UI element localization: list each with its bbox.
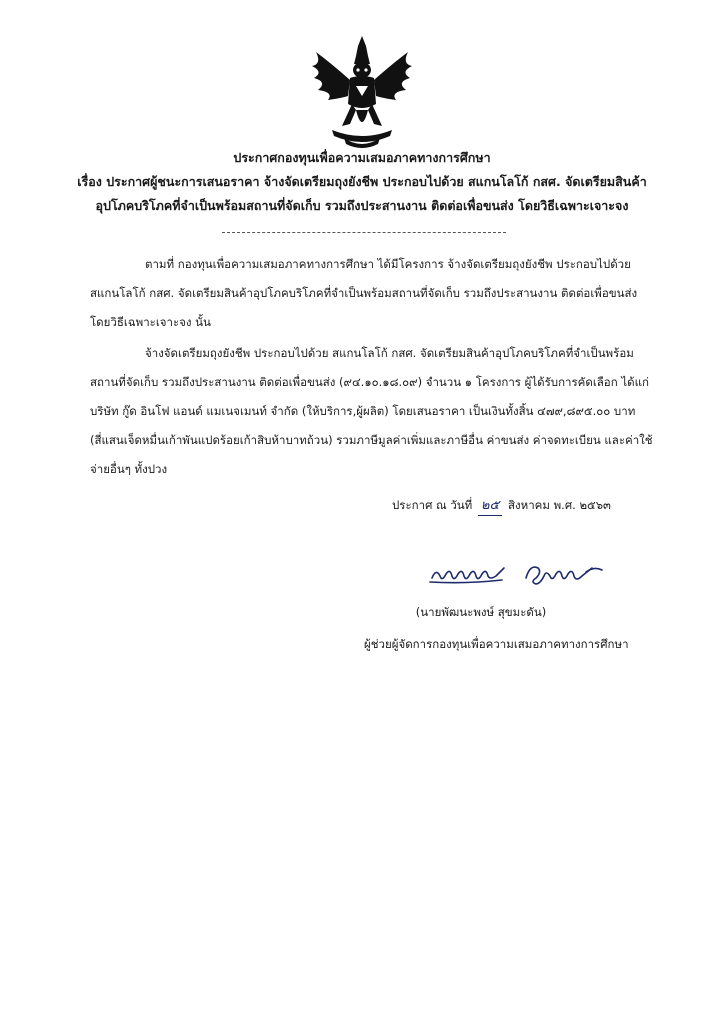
announcement-date [392,494,611,516]
subject-line-2: อุปโภคบริโภคที่จำเป็นพร้อมสถานที่จัดเก็บ รวมถึงประสานงาน ติดต่อเพื่อขนส่ง โดยวิธีเฉพาะเจาะจง [95,198,629,213]
header-divider [222,232,506,233]
announcement-prefix: ประกาศ ณ วันที่ [392,498,473,512]
subject-line-1: เรื่อง ประกาศผู้ชนะการเสนอราคา จ้างจัดเตรียมถุงยังชีพ ประกอบไปด้วย สแกนโลโก้ กสศ. จัดเตรียมสินค้า [77,174,647,189]
announcement-month-year: สิงหาคม พ.ศ. ๒๕๖๓ [508,498,611,512]
garuda-emblem-icon [302,34,422,152]
paragraph-1-line-2: สแกนโลโก้ กสศ. จัดเตรียมสินค้าอุปโภคบริโภคที่จำเป็นพร้อมสถานที่จัดเก็บ รวมถึงประสานงาน ติดต่อเพื่อขนส่ง [90,286,638,300]
signer-name: (นายพัฒนะพงษ์ สุขมะดัน) [415,605,547,619]
paragraph-1-line-3: โดยวิธีเฉพาะเจาะจง นั้น [90,315,211,329]
paragraph-2-line-3: บริษัท กู๊ด อินโฟ แอนด์ แมเนจเมนท์ จำกัด (ให้บริการ,ผู้ผลิต) โดยเสนอราคา เป็นเงินทั้งสิ้น ๔๗๙,๘๙๕.๐๐ บาท [90,404,636,418]
signer-title: ผู้ช่วยผู้จัดการกองทุนเพื่อความเสมอภาคทางการศึกษา [364,637,629,651]
paragraph-1-line-1: ตามที่ กองทุนเพื่อความเสมอภาคทางการศึกษา ได้มีโครงการ จ้างจัดเตรียมถุงยังชีพ ประกอบไปด้วย [145,257,631,271]
paragraph-2-line-5: จ่ายอื่นๆ ทั้งปวง [90,462,168,476]
paragraph-2-line-1: จ้างจัดเตรียมถุงยังชีพ ประกอบไปด้วย สแกนโลโก้ กสศ. จัดเตรียมสินค้าอุปโภคบริโภคที่จำเป็นพร้อม [145,346,634,360]
handwritten-signature-icon [426,554,616,592]
paragraph-2-line-4: (สี่แสนเจ็ดหมื่นเก้าพันแปดร้อยเก้าสิบห้าบาทถ้วน) รวมภาษีมูลค่าเพิ่มและภาษีอื่น ค่าขนส่ง ค่าจดทะเบียน และค่าใช้ [90,433,653,447]
handwritten-day: ๒๕ [478,494,502,516]
paragraph-2-line-2: สถานที่จัดเก็บ รวมถึงประสานงาน ติดต่อเพื่อขนส่ง (๙๔.๑๐.๑๘.๐๙) จำนวน ๑ โครงการ ผู้ได้รับการคัดเลือก ได้แก่ [90,375,649,389]
document-title: ประกาศกองทุนเพื่อความเสมอภาคทางการศึกษา [233,150,491,165]
